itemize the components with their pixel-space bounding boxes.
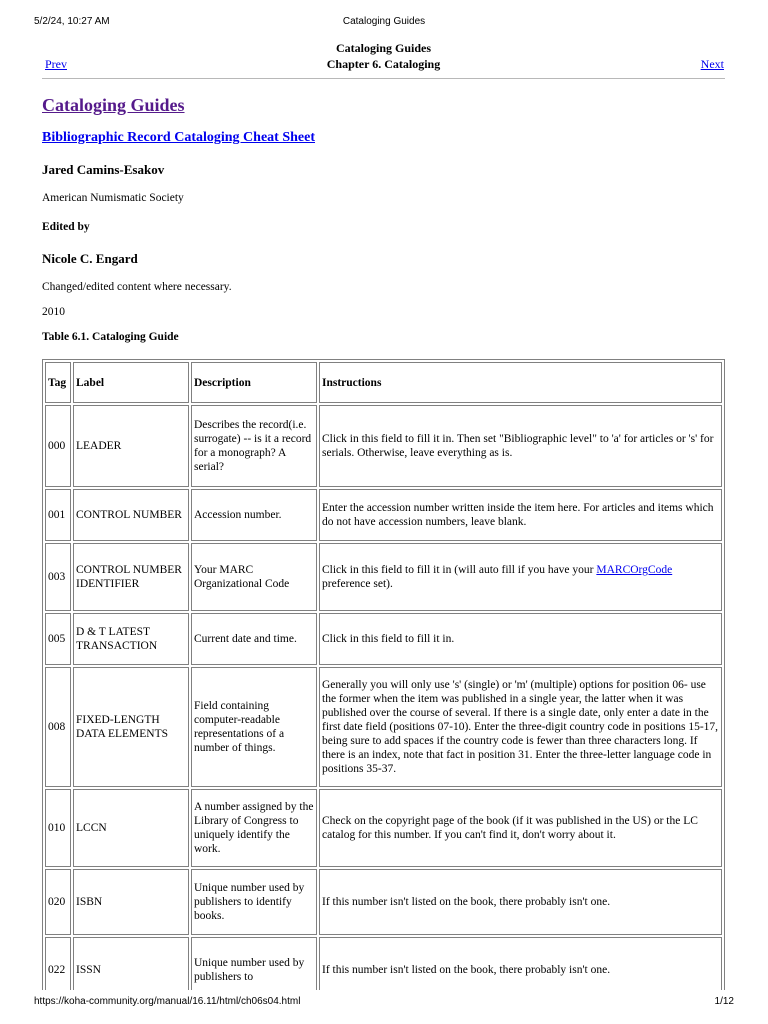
description-cell: Accession number. xyxy=(191,489,317,541)
marcorgcode-link[interactable]: MARCOrgCode xyxy=(596,564,673,576)
column-header-label: Label xyxy=(73,362,189,403)
description-cell: Unique number used by publishers to identify books. xyxy=(191,869,317,935)
chapter-title: Chapter 6. Cataloging xyxy=(326,57,441,71)
label-cell: CONTROL NUMBER xyxy=(73,489,189,541)
table-row xyxy=(45,405,722,487)
description-cell: Describes the record(i.e. surrogate) -- is it a record for a monograph? A serial? xyxy=(191,405,317,487)
tag-cell: 003 xyxy=(45,543,71,611)
doc-title-link[interactable]: Cataloging Guides xyxy=(42,95,185,115)
print-page-title: Cataloging Guides xyxy=(342,16,426,27)
print-header xyxy=(34,16,734,30)
tag-cell: 010 xyxy=(45,789,71,867)
column-header-instructions: Instructions xyxy=(319,362,722,403)
instructions-text: Click in this field to fill it in (will auto fill if you have your xyxy=(322,564,597,576)
edited-by-label: Edited by xyxy=(42,221,90,233)
description-cell: Current date and time. xyxy=(191,613,317,665)
nav-title: Cataloging Guides xyxy=(335,41,431,55)
tag-cell: 000 xyxy=(45,405,71,487)
tag-cell: 001 xyxy=(45,489,71,541)
column-header-description: Description xyxy=(191,362,317,403)
tag-cell: 005 xyxy=(45,613,71,665)
doc-subtitle-link[interactable]: Bibliographic Record Cataloging Cheat Sheet xyxy=(42,130,315,145)
label-cell: ISSN xyxy=(73,937,189,1003)
label-cell: CONTROL NUMBER IDENTIFIER xyxy=(73,543,189,611)
instructions-cell: If this number isn't listed on the book, there probably isn't one. xyxy=(319,937,722,1003)
tag-cell: 022 xyxy=(45,937,71,1003)
tag-cell: 020 xyxy=(45,869,71,935)
author-name: Jared Camins-Esakov xyxy=(42,162,165,177)
instructions-cell: Click in this field to fill it in. xyxy=(319,613,722,665)
table-header-row xyxy=(45,362,722,403)
instructions-cell: Click in this field to fill it in. Then set "Bibliographic level" to 'a' for articles or 's' for serials. Otherwise, leave everything as is. xyxy=(319,405,722,487)
label-cell: D & T LATEST TRANSACTION xyxy=(73,613,189,665)
nav-header xyxy=(42,40,725,72)
label-cell: LCCN xyxy=(73,789,189,867)
prev-link[interactable]: Prev xyxy=(45,57,67,71)
label-cell: LEADER xyxy=(73,405,189,487)
description-cell: Your MARC Organizational Code xyxy=(191,543,317,611)
table-row xyxy=(45,489,722,541)
cataloging-guide-table xyxy=(42,359,725,1006)
table-row xyxy=(45,789,722,867)
instructions-cell xyxy=(319,543,722,611)
editor-name: Nicole C. Engard xyxy=(42,251,138,266)
table-row xyxy=(45,667,722,787)
table-row xyxy=(45,869,722,935)
nav-row xyxy=(42,56,725,72)
instructions-cell: Check on the copyright page of the book (if it was published in the US) or the LC catalog for this number. If you can't find it, don't worry about it. xyxy=(319,789,722,867)
table-row xyxy=(45,613,722,665)
table-row xyxy=(45,543,722,611)
label-cell: FIXED-LENGTH DATA ELEMENTS xyxy=(73,667,189,787)
print-footer xyxy=(34,996,734,1010)
instructions-cell: Generally you will only use 's' (single) or 'm' (multiple) options for position 06- use the former when the item was published in a single year, the latter when it was published over the course of several. If there is a single date, only enter a date in the first date field (positions 07-10). Enter the three-digit country code in positions 15-17, being sure to add spaces if the country code is fewer than three characters long. If there is an index, note that fact in position 31. Enter the three-letter language code in positions 35-37. xyxy=(319,667,722,787)
description-cell: Unique number used by publishers to xyxy=(191,937,317,1003)
print-timestamp: 5/2/24, 10:27 AM xyxy=(34,16,110,27)
instructions-text: preference set). xyxy=(322,578,393,590)
author-affiliation: American Numismatic Society xyxy=(42,192,184,204)
column-header-tag: Tag xyxy=(45,362,71,403)
changes-note: Changed/edited content where necessary. xyxy=(42,281,232,293)
nav-divider xyxy=(42,78,725,79)
print-url: https://koha-community.org/manual/16.11/html/ch06s04.html xyxy=(34,996,301,1007)
label-cell: ISBN xyxy=(73,869,189,935)
tag-cell: 008 xyxy=(45,667,71,787)
description-cell: Field containing computer-readable representations of a number of things. xyxy=(191,667,317,787)
instructions-cell: Enter the accession number written inside the item here. For articles and items which do not have accession numbers, leave blank. xyxy=(319,489,722,541)
publication-year: 2010 xyxy=(42,306,65,318)
page-number: 1/12 xyxy=(714,996,734,1007)
description-cell: A number assigned by the Library of Congress to uniquely identify the work. xyxy=(191,789,317,867)
table-caption: Table 6.1. Cataloging Guide xyxy=(42,331,179,343)
instructions-cell: If this number isn't listed on the book, there probably isn't one. xyxy=(319,869,722,935)
next-link[interactable]: Next xyxy=(700,57,724,71)
